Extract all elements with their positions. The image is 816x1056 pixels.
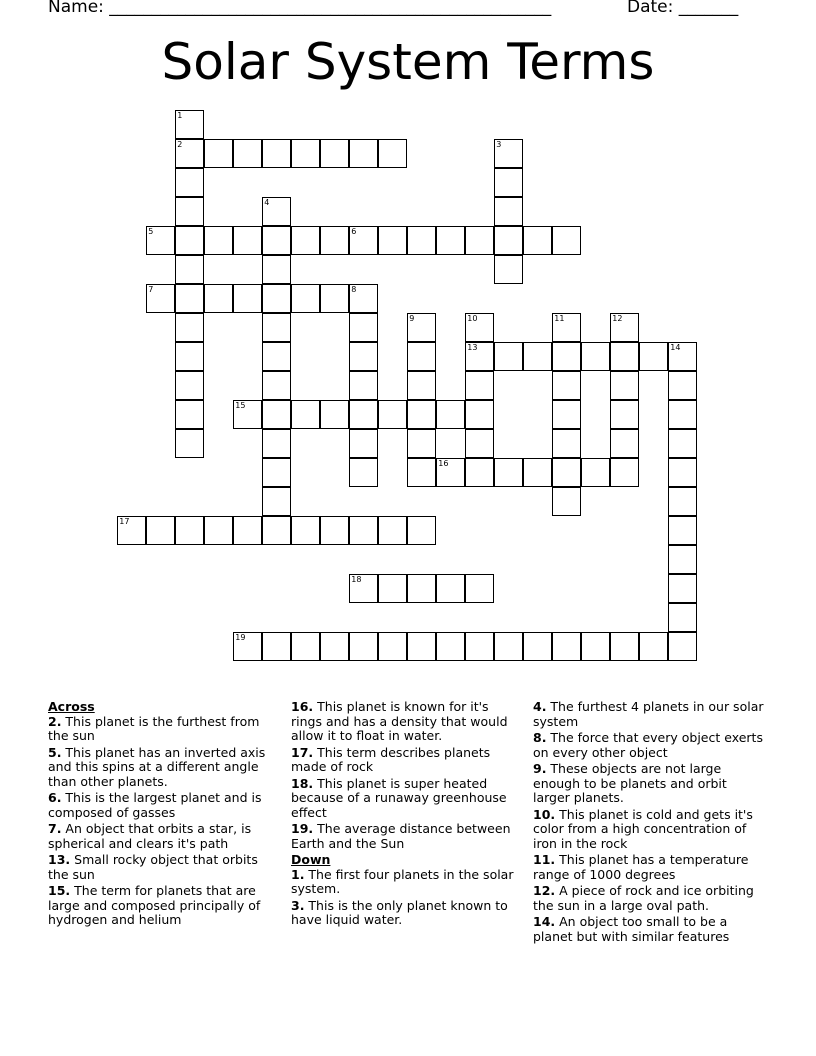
crossword-cell[interactable] bbox=[668, 458, 697, 487]
clue-item-text: Small rocky object that orbits the sun bbox=[48, 852, 258, 882]
clue-item-number: 6. bbox=[48, 790, 62, 805]
crossword-cell[interactable] bbox=[668, 603, 697, 632]
clue-number: 8 bbox=[351, 285, 357, 295]
clue-item-number: 18. bbox=[291, 775, 314, 791]
clue-item-number: 11. bbox=[533, 852, 556, 867]
clue-item-text: This planet is super heated because of a runaway greenhouse effect bbox=[291, 775, 507, 820]
crossword-cell[interactable] bbox=[465, 371, 494, 400]
crossword-cell[interactable] bbox=[349, 632, 378, 661]
crossword-cell[interactable] bbox=[552, 458, 581, 487]
clues-column-1 bbox=[48, 700, 270, 930]
clue-item-text: The first four planets in the solar system. bbox=[291, 866, 514, 896]
crossword-cell[interactable] bbox=[494, 139, 523, 168]
crossword-cell[interactable] bbox=[349, 226, 378, 255]
clue-number: 2 bbox=[177, 140, 183, 150]
clue-item-text: This planet is cold and gets it's color from a high concentration of iron in the rock bbox=[533, 806, 753, 851]
crossword-cell[interactable] bbox=[436, 632, 465, 661]
crossword-cell[interactable] bbox=[552, 313, 581, 342]
crossword-cell[interactable] bbox=[146, 516, 175, 545]
across-heading: Across bbox=[48, 699, 95, 714]
crossword-cell[interactable] bbox=[407, 429, 436, 458]
clue-number: 19 bbox=[235, 633, 246, 643]
crossword-cell[interactable] bbox=[523, 342, 552, 371]
crossword-cell[interactable] bbox=[349, 139, 378, 168]
clue-item-number: 13. bbox=[48, 852, 71, 867]
crossword-cell[interactable] bbox=[233, 516, 262, 545]
crossword-cell[interactable] bbox=[668, 342, 697, 371]
clue-item bbox=[533, 731, 765, 760]
crossword-cell[interactable] bbox=[233, 226, 262, 255]
crossword-cell[interactable] bbox=[204, 139, 233, 168]
crossword-cell[interactable] bbox=[494, 197, 523, 226]
crossword-cell[interactable] bbox=[407, 342, 436, 371]
crossword-cell[interactable] bbox=[407, 516, 436, 545]
crossword-cell[interactable] bbox=[378, 574, 407, 603]
clue-item-number: 1. bbox=[291, 866, 305, 882]
clue-item bbox=[48, 746, 270, 790]
crossword-cell[interactable] bbox=[349, 574, 378, 603]
crossword-cell[interactable] bbox=[552, 487, 581, 516]
clue-item-text: This planet is known for it's rings and has a density that would allow it to float in water. bbox=[291, 699, 508, 743]
down-clue-list bbox=[291, 868, 517, 928]
clue-item bbox=[533, 762, 765, 806]
crossword-cell[interactable] bbox=[175, 197, 204, 226]
clue-number: 16 bbox=[438, 459, 449, 469]
clue-item bbox=[291, 899, 517, 928]
crossword-cell[interactable] bbox=[291, 516, 320, 545]
clue-number: 6 bbox=[351, 227, 357, 237]
clue-item-number: 7. bbox=[48, 821, 62, 836]
crossword-cell[interactable] bbox=[494, 168, 523, 197]
crossword-cell[interactable] bbox=[175, 226, 204, 255]
crossword-cell[interactable] bbox=[233, 139, 262, 168]
crossword-cell[interactable] bbox=[668, 487, 697, 516]
crossword-cell[interactable] bbox=[349, 400, 378, 429]
clue-item-number: 4. bbox=[533, 699, 547, 714]
down-heading: Down bbox=[291, 852, 331, 867]
crossword-cell[interactable] bbox=[175, 313, 204, 342]
crossword-cell[interactable] bbox=[610, 458, 639, 487]
crossword-cell[interactable] bbox=[262, 226, 291, 255]
crossword-cell[interactable] bbox=[407, 313, 436, 342]
crossword-cell[interactable] bbox=[175, 516, 204, 545]
crossword-cell[interactable] bbox=[465, 400, 494, 429]
clue-item-text: The furthest 4 planets in our solar system bbox=[533, 699, 764, 729]
crossword-cell[interactable] bbox=[668, 632, 697, 661]
crossword-cell[interactable] bbox=[175, 139, 204, 168]
crossword-cell[interactable] bbox=[552, 226, 581, 255]
crossword-cell[interactable] bbox=[407, 226, 436, 255]
crossword-cell[interactable] bbox=[668, 516, 697, 545]
crossword-cell[interactable] bbox=[436, 400, 465, 429]
crossword-cell[interactable] bbox=[552, 400, 581, 429]
crossword-cell[interactable] bbox=[175, 284, 204, 313]
crossword-cell[interactable] bbox=[262, 487, 291, 516]
clue-item-number: 10. bbox=[533, 806, 556, 822]
clue-item bbox=[533, 853, 765, 882]
clue-number: 4 bbox=[264, 198, 270, 208]
clue-item-text: This term describes planets made of rock bbox=[291, 744, 491, 774]
crossword-cell[interactable] bbox=[262, 197, 291, 226]
crossword-cell[interactable] bbox=[262, 516, 291, 545]
clue-item bbox=[533, 808, 765, 852]
crossword-cell[interactable] bbox=[610, 371, 639, 400]
clue-item-number: 8. bbox=[533, 730, 547, 745]
crossword-cell[interactable] bbox=[349, 284, 378, 313]
clue-number: 3 bbox=[496, 140, 502, 150]
clue-item-number: 15. bbox=[48, 883, 71, 898]
crossword-cell[interactable] bbox=[320, 400, 349, 429]
page-title: Solar System Terms bbox=[161, 33, 655, 91]
crossword-cell[interactable] bbox=[175, 168, 204, 197]
crossword-cell[interactable] bbox=[262, 400, 291, 429]
clue-item-text: An object too small to be a planet but with similar features bbox=[533, 914, 730, 944]
crossword-cell[interactable] bbox=[117, 516, 146, 545]
clue-number: 18 bbox=[351, 575, 362, 585]
crossword-cell[interactable] bbox=[349, 429, 378, 458]
crossword-cell[interactable] bbox=[465, 632, 494, 661]
crossword-cell[interactable] bbox=[378, 516, 407, 545]
crossword-cell[interactable] bbox=[552, 371, 581, 400]
clue-item-text: This is the only planet known to have liquid water. bbox=[291, 897, 508, 927]
clue-item-number: 9. bbox=[533, 761, 547, 776]
crossword-cell[interactable] bbox=[204, 516, 233, 545]
crossword-cell[interactable] bbox=[610, 400, 639, 429]
crossword-cell[interactable] bbox=[175, 342, 204, 371]
down-clue-list-continued bbox=[533, 700, 765, 944]
clue-item bbox=[533, 700, 765, 729]
crossword-cell[interactable] bbox=[436, 226, 465, 255]
crossword-cell[interactable] bbox=[175, 371, 204, 400]
crossword-cell[interactable] bbox=[320, 226, 349, 255]
clue-item-number: 16. bbox=[291, 699, 314, 714]
clue-item bbox=[291, 822, 517, 851]
clue-item-number: 12. bbox=[533, 883, 556, 898]
clue-item-text: This planet has a temperature range of 1000 degrees bbox=[533, 852, 749, 882]
crossword-cell[interactable] bbox=[581, 342, 610, 371]
crossword-cell[interactable] bbox=[407, 371, 436, 400]
clue-item bbox=[533, 915, 765, 944]
crossword-cell[interactable] bbox=[175, 429, 204, 458]
crossword-cell[interactable] bbox=[349, 458, 378, 487]
crossword-cell[interactable] bbox=[465, 574, 494, 603]
crossword-cell[interactable] bbox=[320, 284, 349, 313]
crossword-cell[interactable] bbox=[320, 632, 349, 661]
clue-item bbox=[48, 822, 270, 851]
clue-item-text: This planet is the furthest from the sun bbox=[48, 713, 260, 743]
clue-item-text: A piece of rock and ice orbiting the sun in a large oval path. bbox=[533, 883, 754, 913]
crossword-cell[interactable] bbox=[407, 632, 436, 661]
clue-number: 1 bbox=[177, 111, 183, 121]
crossword-cell[interactable] bbox=[291, 400, 320, 429]
clue-number: 9 bbox=[409, 314, 415, 324]
clue-item-number: 3. bbox=[291, 897, 305, 913]
clue-item-number: 19. bbox=[291, 821, 314, 836]
clues-column-3 bbox=[533, 700, 765, 946]
crossword-cell[interactable] bbox=[233, 400, 262, 429]
clue-item bbox=[48, 853, 270, 882]
crossword-cell[interactable] bbox=[349, 313, 378, 342]
crossword-cell[interactable] bbox=[233, 632, 262, 661]
crossword-cell[interactable] bbox=[146, 284, 175, 313]
crossword-cell[interactable] bbox=[175, 255, 204, 284]
clue-item bbox=[48, 791, 270, 820]
clue-number: 5 bbox=[148, 227, 154, 237]
date-field-label: Date: _______ bbox=[627, 0, 739, 17]
clue-number: 17 bbox=[119, 517, 130, 527]
clue-item bbox=[533, 884, 765, 913]
crossword-cell[interactable] bbox=[581, 632, 610, 661]
crossword-cell[interactable] bbox=[349, 342, 378, 371]
clue-item-number: 5. bbox=[48, 744, 62, 760]
crossword-cell[interactable] bbox=[552, 632, 581, 661]
crossword-cell[interactable] bbox=[291, 139, 320, 168]
clue-number: 14 bbox=[670, 343, 681, 353]
crossword-cell[interactable] bbox=[668, 545, 697, 574]
clue-item bbox=[48, 884, 270, 928]
crossword-cell[interactable] bbox=[175, 400, 204, 429]
clue-item-number: 14. bbox=[533, 914, 556, 929]
crossword-cell[interactable] bbox=[668, 574, 697, 603]
crossword-cell[interactable] bbox=[407, 574, 436, 603]
crossword-cell[interactable] bbox=[320, 139, 349, 168]
clue-item-number: 2. bbox=[48, 713, 62, 729]
crossword-cell[interactable] bbox=[349, 516, 378, 545]
clue-item-text: An object that orbits a star, is spherical and clears it's path bbox=[48, 821, 252, 851]
name-field-label: Name: ____________________________________________________ bbox=[48, 0, 552, 17]
clue-item-text: This planet has an inverted axis and this spins at a different angle than other planets. bbox=[48, 744, 266, 789]
crossword-cell[interactable] bbox=[581, 458, 610, 487]
crossword-cell[interactable] bbox=[494, 342, 523, 371]
crossword-cell[interactable] bbox=[291, 284, 320, 313]
clue-item bbox=[291, 700, 517, 744]
crossword-cell[interactable] bbox=[262, 313, 291, 342]
crossword-cell[interactable] bbox=[407, 400, 436, 429]
crossword-cell[interactable] bbox=[204, 226, 233, 255]
crossword-cell[interactable] bbox=[465, 429, 494, 458]
crossword-cell[interactable] bbox=[610, 632, 639, 661]
crossword-cell[interactable] bbox=[436, 574, 465, 603]
clue-item bbox=[291, 777, 517, 821]
crossword-cell[interactable] bbox=[262, 429, 291, 458]
across-clue-list-continued bbox=[291, 700, 517, 851]
crossword-cell[interactable] bbox=[465, 342, 494, 371]
crossword-cell[interactable] bbox=[523, 226, 552, 255]
crossword-cell[interactable] bbox=[668, 400, 697, 429]
crossword-cell[interactable] bbox=[639, 342, 668, 371]
crossword-cell[interactable] bbox=[552, 429, 581, 458]
crossword-cell[interactable] bbox=[436, 458, 465, 487]
clue-number: 13 bbox=[467, 343, 478, 353]
crossword-cell[interactable] bbox=[349, 371, 378, 400]
crossword-cell[interactable] bbox=[175, 110, 204, 139]
clue-item-text: The term for planets that are large and composed principally of hydrogen and helium bbox=[48, 883, 261, 927]
clue-item bbox=[291, 868, 517, 897]
crossword-cell[interactable] bbox=[262, 255, 291, 284]
crossword-cell[interactable] bbox=[465, 458, 494, 487]
crossword-cell[interactable] bbox=[262, 139, 291, 168]
clue-item-text: This is the largest planet and is composed of gasses bbox=[48, 790, 262, 820]
crossword-cell[interactable] bbox=[494, 458, 523, 487]
crossword-cell[interactable] bbox=[262, 632, 291, 661]
crossword-cell[interactable] bbox=[320, 516, 349, 545]
clue-number: 12 bbox=[612, 314, 623, 324]
crossword-cell[interactable] bbox=[262, 458, 291, 487]
crossword-cell[interactable] bbox=[146, 226, 175, 255]
crossword-cell[interactable] bbox=[378, 226, 407, 255]
crossword-cell[interactable] bbox=[494, 632, 523, 661]
clue-item-number: 17. bbox=[291, 744, 314, 760]
crossword-cell[interactable] bbox=[610, 342, 639, 371]
crossword-cell[interactable] bbox=[291, 226, 320, 255]
crossword-cell[interactable] bbox=[407, 458, 436, 487]
crossword-cell[interactable] bbox=[233, 284, 262, 313]
clue-number: 7 bbox=[148, 285, 154, 295]
crossword-cell[interactable] bbox=[639, 632, 668, 661]
crossword-cell[interactable] bbox=[262, 284, 291, 313]
clue-number: 11 bbox=[554, 314, 565, 324]
clue-item bbox=[48, 715, 270, 744]
crossword-cell[interactable] bbox=[378, 400, 407, 429]
crossword-cell[interactable] bbox=[523, 458, 552, 487]
crossword-cell[interactable] bbox=[610, 313, 639, 342]
clue-item bbox=[291, 746, 517, 775]
clue-item-text: The average distance between Earth and the Sun bbox=[291, 821, 511, 851]
clue-item-text: The force that every object exerts on every other object bbox=[533, 730, 763, 760]
crossword-cell[interactable] bbox=[378, 139, 407, 168]
crossword-cell[interactable] bbox=[494, 226, 523, 255]
clue-number: 15 bbox=[235, 401, 246, 411]
crossword-cell[interactable] bbox=[291, 632, 320, 661]
crossword-cell[interactable] bbox=[465, 226, 494, 255]
clue-number: 10 bbox=[467, 314, 478, 324]
crossword-cell[interactable] bbox=[204, 284, 233, 313]
across-clue-list bbox=[48, 715, 270, 928]
crossword-cell[interactable] bbox=[378, 632, 407, 661]
clue-item-text: These objects are not large enough to be planets and orbit larger planets. bbox=[533, 761, 727, 805]
crossword-cell[interactable] bbox=[262, 371, 291, 400]
crossword-cell[interactable] bbox=[494, 255, 523, 284]
crossword-cell[interactable] bbox=[465, 313, 494, 342]
crossword-cell[interactable] bbox=[552, 342, 581, 371]
crossword-cell[interactable] bbox=[668, 371, 697, 400]
crossword-cell[interactable] bbox=[610, 429, 639, 458]
clues-column-2 bbox=[291, 700, 517, 930]
crossword-cell[interactable] bbox=[523, 632, 552, 661]
crossword-cell[interactable] bbox=[262, 342, 291, 371]
crossword-cell[interactable] bbox=[668, 429, 697, 458]
